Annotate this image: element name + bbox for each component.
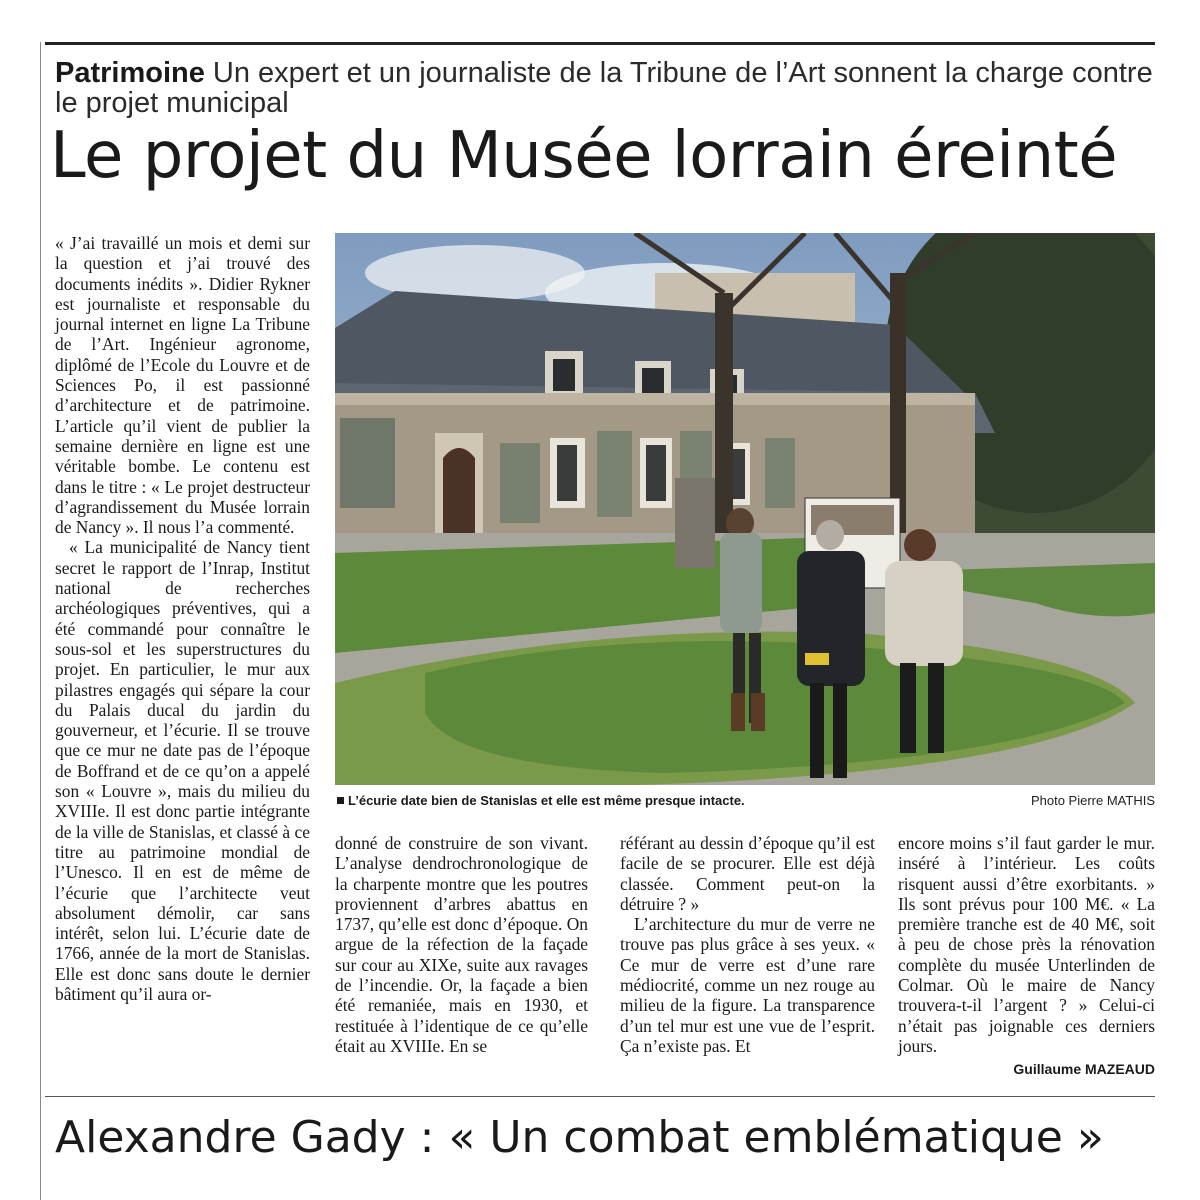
photo-caption	[337, 793, 1155, 809]
top-rule	[45, 42, 1155, 45]
kicker	[55, 58, 1155, 118]
photo-credit: Photo Pierre MATHIS	[1030, 793, 1155, 808]
paragraph: encore moins s’il faut garder le mur. inséré à l’intérieur. Les coûts risquent aussi d’être exorbitants. » Ils sont prévus pour 100 M€. « La première tranche est de 40 M€, soit à peu de chose près la rénovation complète du musée Unterlinden de Colmar. Où le maire de Nancy trouvera-t-il l’argent ? » Celui-ci n’était pas joignable ces derniers jours.	[898, 833, 1155, 1056]
article-column-3	[620, 833, 875, 1056]
author-signature: Guillaume MAZEAUD	[1013, 1061, 1155, 1077]
section-label: Patrimoine	[55, 57, 205, 89]
paragraph: référant au dessin d’époque qu’il est facile de se procurer. Elle est déjà classée. Comment peut-on la détruire ? »	[620, 833, 875, 914]
caption-text: L’écurie date bien de Stanislas et elle est même presque intacte.	[348, 793, 745, 808]
left-column-rule	[40, 42, 41, 1200]
article-column-1	[55, 233, 310, 1004]
article-column-2	[335, 833, 588, 1056]
article-separator	[45, 1096, 1155, 1097]
paragraph: L’architecture du mur de verre ne trouve pas plus grâce à ses yeux. « Ce mur de verre est d’une rare médiocrité, comme un nez rouge au milieu de la figure. La transparence d’un tel mur est une vue de l’esprit. Ça n’existe pas. Et	[620, 914, 875, 1056]
headline: Le projet du Musée lorrain éreinté	[50, 119, 1118, 193]
caption-bullet	[337, 797, 344, 804]
next-article-headline: Alexandre Gady : « Un combat emblématique »	[55, 1112, 1104, 1163]
paragraph: donné de construire de son vivant. L’analyse dendrochronologique de la charpente montre que les poutres proviennent d’arbres abattus en 1737, qu’elle est donc d’époque. On argue de la réfection de la façade sur cour au XIXe, suite aux ravages de l’incendie. Or, la façade a bien été remaniée, mais en 1930, et restituée à l’identique de ce qu’elle était au XVIIIe. En se	[335, 833, 588, 1056]
paragraph: « La municipalité de Nancy tient secret le rapport de l’Inrap, Institut national de recherches archéologiques préventives, qui a été commandé pour connaître le sous-sol et les superstructures du projet. En particulier, le mur aux pilastres engagés qui sépare la cour du Palais ducal du jardin du gouverneur, et l’écurie. Il se trouve que ce mur ne date pas de l’époque de Boffrand et de ce qu’on a appelé son « Louvre », mais du milieu du XVIIIe. Il est donc partie intégrante de la ville de Stanislas, et classé à ce titre au patrimoine mondial de l’Unesco. Il en est de même de l’écurie que l’architecte veut absolument démolir, car sans intérêt, selon lui. L’écurie date de 1766, année de la mort de Stanislas. Elle est donc sans doute le dernier bâtiment qu’il aura or-	[55, 537, 310, 1004]
paragraph: « J’ai travaillé un mois et demi sur la question et j’ai trouvé des documents inédits ». Didier Rykner est journaliste et responsable du journal internet en ligne La Tribune de l’Art. Ingénieur agronome, diplômé de l’Ecole du Louvre et de Sciences Po, il est passionné d’architecture et de patrimoine. L’article qu’il vient de publier la semaine dernière en ligne est une véritable bombe. Le contenu est dans le titre : « Le projet destructeur d’agrandissement du Musée lorrain de Nancy ». Il nous l’a commenté.	[55, 233, 310, 538]
article-photo	[335, 233, 1155, 785]
article-column-4	[898, 833, 1155, 1056]
kicker-text: Un expert et un journaliste de la Tribune de l’Art sonnent la charge contre le projet municipal	[55, 57, 1153, 119]
